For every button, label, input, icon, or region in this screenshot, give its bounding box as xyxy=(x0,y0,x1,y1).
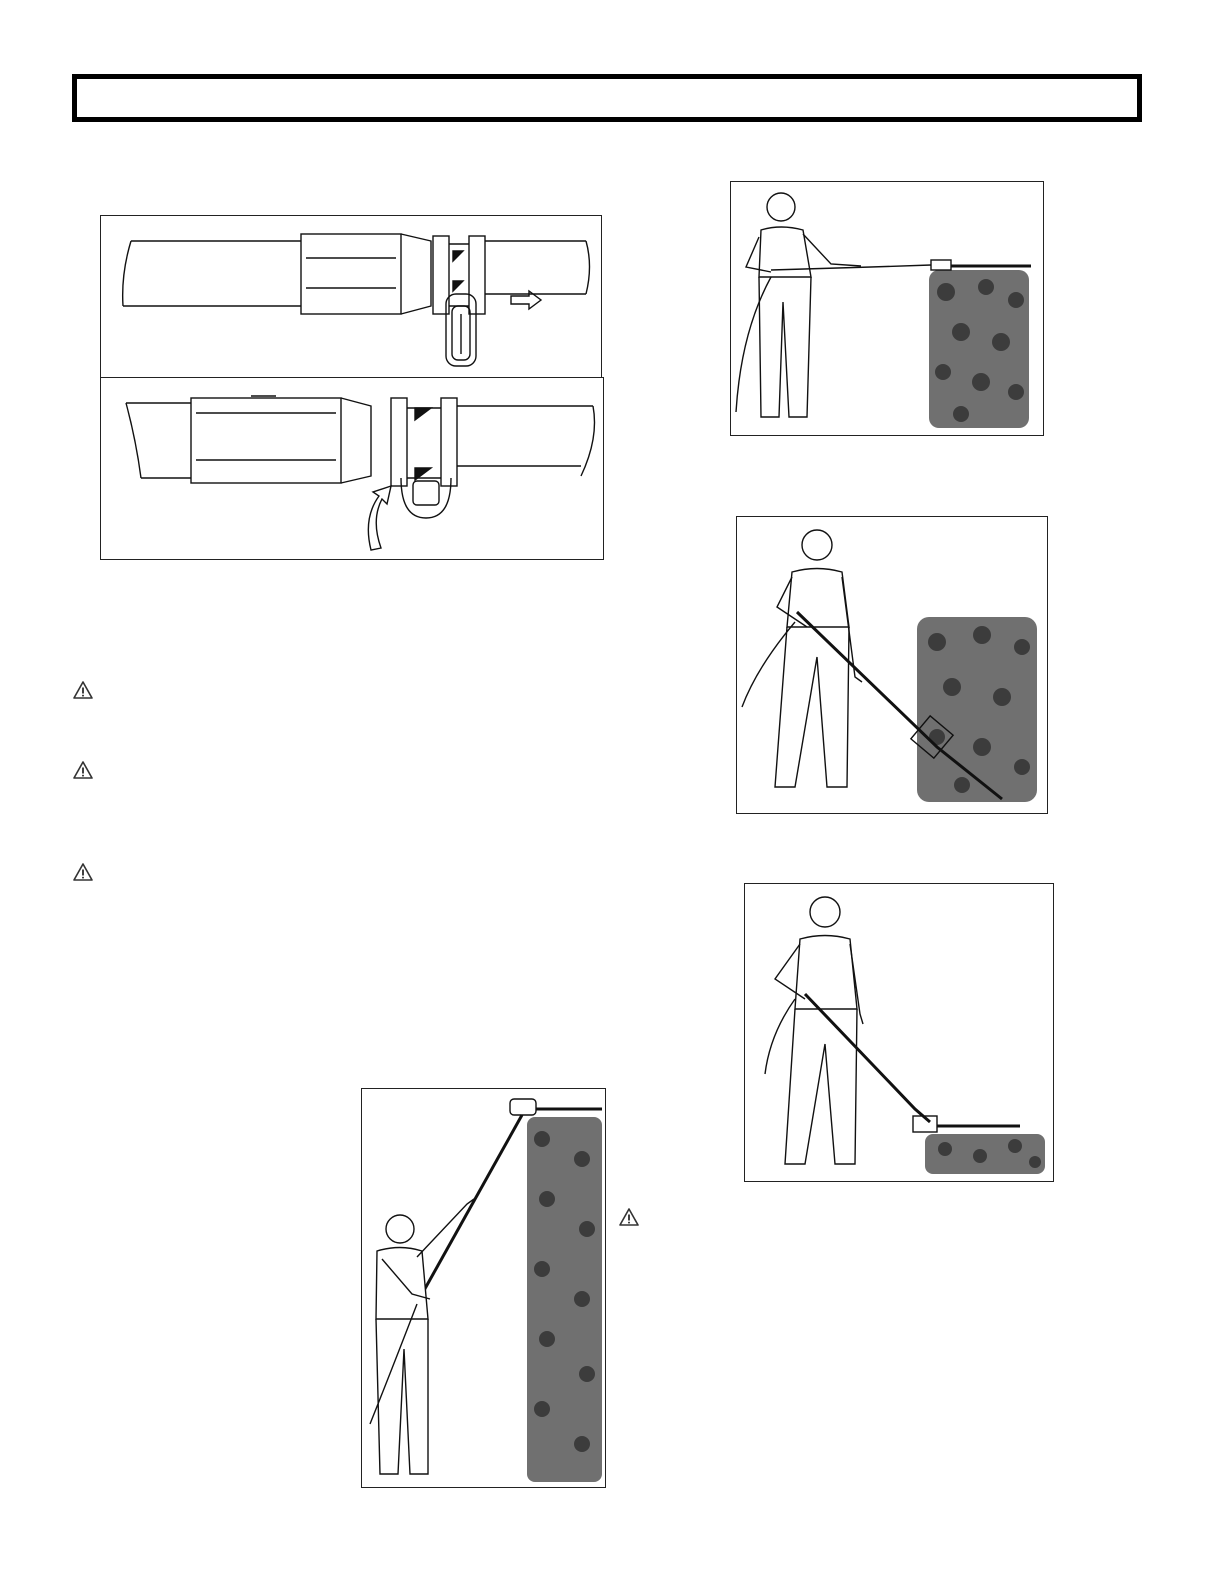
warning-triangle-icon xyxy=(72,680,94,700)
warning-triangle-icon xyxy=(72,760,94,780)
trimming-hedge-top-illustration xyxy=(730,181,1044,436)
coupling-diagram-unlocked xyxy=(100,215,602,378)
coupling-unlocked-illustration xyxy=(101,216,601,377)
trimming-hedge-side-illustration xyxy=(736,516,1048,814)
coupling-diagram-locked xyxy=(100,377,604,560)
trimming-tall-hedge-illustration xyxy=(361,1088,606,1488)
section-header-bar xyxy=(72,74,1142,122)
trimming-low-hedge-illustration xyxy=(744,883,1054,1182)
page-footer xyxy=(0,1572,260,1585)
warning-triangle-icon xyxy=(72,862,94,882)
coupling-locked-illustration xyxy=(101,378,603,559)
warning-triangle-icon xyxy=(618,1207,640,1227)
